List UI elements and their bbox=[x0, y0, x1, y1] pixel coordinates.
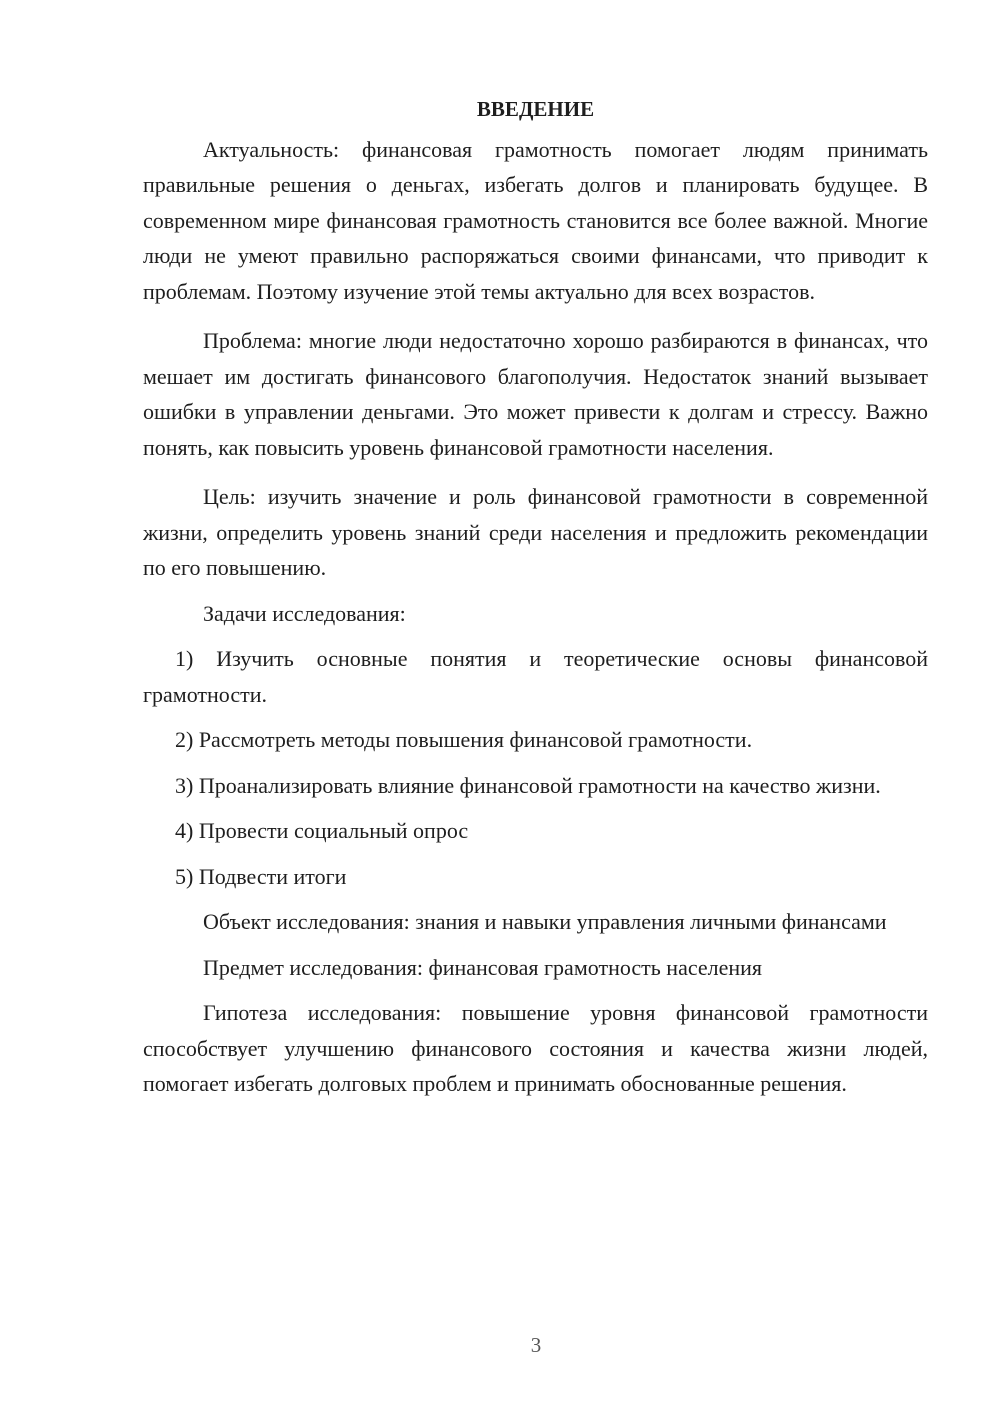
object-paragraph: Объект исследования: знания и навыки управления личными финансами bbox=[203, 909, 887, 934]
relevance-paragraph: Актуальность: финансовая грамотность помогает людям принимать правильные решения о деньгах, избегать долгов и планировать будущее. В современном мире финансовая грамотность становится все более важной. Многие люди не умеют правильно распоряжаться своими финансами, что приводит к проблемам. Поэтому изучение этой темы актуально для всех возрастов. bbox=[143, 136, 928, 304]
problem-paragraph: Проблема: многие люди недостаточно хорошо разбираются в финансах, что мешает им достигать финансового благополучия. Недостаток знаний вызывает ошибки в управлении деньгами. Это может привести к долгам и стрессу. Важно понять, как повысить уровень финансовой грамотности населения. bbox=[143, 328, 928, 460]
task-item: 5) Подвести итоги bbox=[175, 863, 347, 889]
task-item: 3) Проанализировать влияние финансовой грамотности на качество жизни. bbox=[175, 772, 881, 798]
hypothesis-paragraph: Гипотеза исследования: повышение уровня финансовой грамотности способствует улучшению финансового состояния и качества жизни людей, помогает избегать долговых проблем и принимать обоснованные решения. bbox=[143, 1000, 928, 1096]
tasks-heading: Задачи исследования: bbox=[203, 600, 406, 626]
goal-paragraph: Цель: изучить значение и роль финансовой грамотности в современной жизни, определить уровень знаний среди населения и предложить рекомендации по его повышению. bbox=[143, 484, 928, 580]
page-title: ВВЕДЕНИЕ bbox=[476, 97, 595, 121]
task-item: 1) Изучить основные понятия и теоретические основы финансовой грамотности. bbox=[143, 646, 928, 707]
subject-paragraph: Предмет исследования: финансовая грамотность населения bbox=[203, 954, 763, 980]
task-item: 4) Провести социальный опрос bbox=[175, 818, 469, 843]
page-body bbox=[143, 92, 928, 1102]
task-item: 2) Рассмотреть методы повышения финансовой грамотности. bbox=[175, 727, 753, 752]
page-number: 3 bbox=[530, 1333, 542, 1357]
